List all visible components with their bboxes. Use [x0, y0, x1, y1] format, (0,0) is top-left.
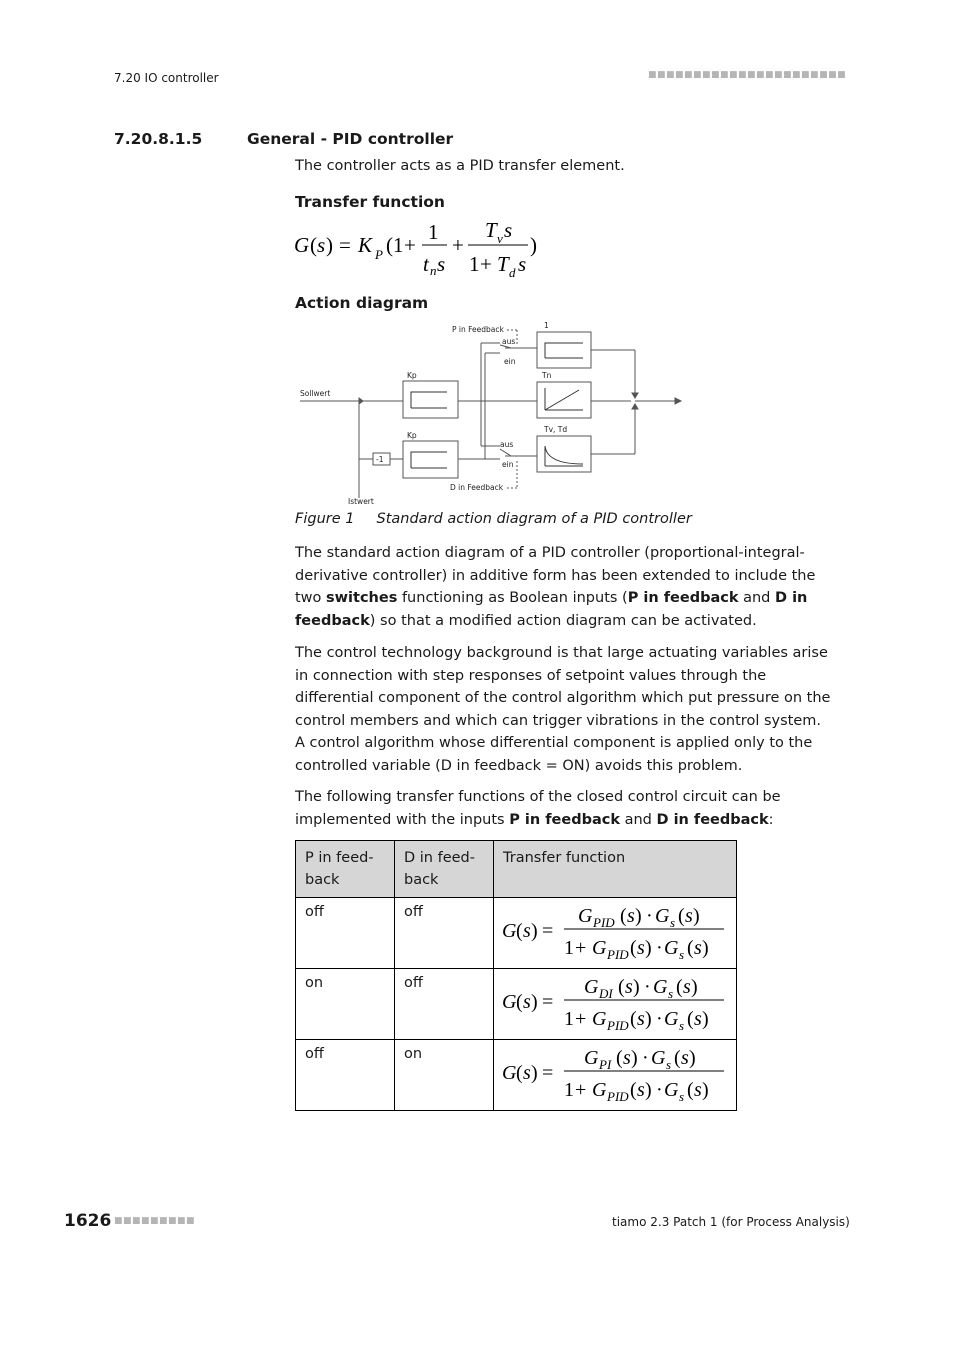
svg-text:+: + — [452, 233, 464, 257]
svg-text:(: ( — [678, 905, 685, 927]
svg-text:(: ( — [687, 937, 694, 959]
svg-text:s: s — [627, 905, 635, 927]
svg-text:): ) — [531, 1062, 538, 1084]
svg-text:1: 1 — [564, 937, 574, 959]
text-run: and — [619, 811, 657, 828]
svg-text:): ) — [633, 976, 640, 998]
svg-text:·: · — [646, 905, 653, 927]
cell-formula — [494, 898, 737, 969]
svg-text:): ) — [645, 937, 652, 959]
svg-text:G: G — [664, 1079, 679, 1101]
switch-p-aus-label: aus — [502, 337, 516, 346]
bold-run: D in feedback — [295, 590, 808, 629]
svg-text:): ) — [645, 1079, 652, 1101]
svg-text:G: G — [502, 920, 517, 942]
svg-text:s: s — [637, 1008, 645, 1030]
svg-text:): ) — [531, 920, 538, 942]
svg-text:+: + — [575, 1008, 587, 1030]
i-block-label: Tn — [542, 371, 552, 380]
svg-text:s: s — [683, 976, 691, 998]
figure-caption-text: Standard action diagram of a PID controller — [376, 511, 692, 527]
svg-text:s: s — [523, 991, 531, 1013]
closed-loop-formula — [498, 971, 730, 1033]
svg-text:(: ( — [620, 905, 627, 927]
text-run: and — [738, 590, 775, 606]
svg-text:s: s — [694, 1008, 702, 1030]
text-run: functioning as Boolean inputs ( — [397, 590, 628, 606]
d-in-feedback-label: D in Feedback — [450, 483, 504, 492]
svg-text:G: G — [592, 1008, 607, 1030]
svg-text:=: = — [542, 1062, 554, 1084]
svg-text:(: ( — [674, 1047, 681, 1069]
svg-text:s: s — [637, 937, 645, 959]
svg-text:G: G — [651, 1047, 666, 1069]
section-title: General - PID controller — [247, 130, 454, 148]
svg-text:(: ( — [516, 991, 523, 1013]
svg-text:G: G — [584, 976, 599, 998]
svg-text:s: s — [523, 920, 531, 942]
bold-run: P in feedback — [509, 811, 620, 828]
switch-d-ein-label: ein — [502, 460, 514, 469]
kp-lower-label: Kp — [407, 431, 417, 440]
svg-text:(: ( — [616, 1047, 623, 1069]
closed-loop-formula — [498, 900, 730, 962]
svg-text:G: G — [592, 937, 607, 959]
svg-text:G: G — [664, 1008, 679, 1030]
svg-text:=: = — [339, 233, 351, 257]
figure-caption — [295, 511, 692, 527]
svg-text:s: s — [681, 1047, 689, 1069]
svg-text:): ) — [702, 937, 709, 959]
cell-formula — [494, 1040, 737, 1111]
svg-text:1: 1 — [564, 1008, 574, 1030]
text-run: : — [768, 811, 774, 828]
svg-text:=: = — [542, 991, 554, 1013]
svg-text:G: G — [502, 1062, 517, 1084]
footer-product: tiamo 2.3 Patch 1 (for Process Analysis) — [612, 1215, 850, 1229]
svg-text:): ) — [645, 1008, 652, 1030]
svg-text:1: 1 — [428, 220, 439, 244]
svg-text:·: · — [656, 1008, 663, 1030]
svg-text:s: s — [637, 1079, 645, 1101]
svg-text:G: G — [653, 976, 668, 998]
kp-upper-label: Kp — [407, 371, 417, 380]
svg-text:G: G — [294, 233, 310, 257]
svg-text:): ) — [691, 976, 698, 998]
cell-d: off — [395, 898, 494, 969]
bold-run: D in feedback — [656, 811, 769, 828]
svg-text:v: v — [497, 231, 503, 246]
svg-text:·: · — [656, 937, 663, 959]
cell-d: off — [395, 969, 494, 1040]
table-row — [296, 969, 737, 1040]
text-run: ) so that a modified action diagram can be activated. — [369, 612, 757, 629]
running-header-section: 7.20 IO controller — [114, 71, 219, 85]
svg-text:s: s — [523, 1062, 531, 1084]
transfer-function-table — [295, 840, 737, 1111]
cell-formula — [494, 969, 737, 1040]
svg-text:s: s — [670, 915, 676, 930]
svg-text:): ) — [635, 905, 642, 927]
svg-text:+: + — [480, 252, 492, 276]
text-run: The following transfer functions of the closed control circuit can be implemented with the inputs — [295, 789, 781, 828]
svg-text:(: ( — [630, 937, 637, 959]
action-diagram-heading: Action diagram — [295, 294, 429, 312]
cell-d: on — [395, 1040, 494, 1111]
closed-loop-formula — [498, 1042, 730, 1104]
figure-label: Figure 1 — [295, 511, 355, 527]
svg-text:(: ( — [516, 920, 523, 942]
svg-text:K: K — [358, 233, 373, 257]
svg-text:): ) — [689, 1047, 696, 1069]
cell-p: off — [296, 898, 395, 969]
svg-text:): ) — [631, 1047, 638, 1069]
svg-text:): ) — [531, 991, 538, 1013]
svg-text:(: ( — [676, 976, 683, 998]
svg-text:): ) — [702, 1008, 709, 1030]
svg-text:s: s — [518, 252, 527, 276]
svg-text:=: = — [542, 920, 554, 942]
svg-text:(: ( — [630, 1008, 637, 1030]
svg-text:1: 1 — [564, 1079, 574, 1101]
cell-p: on — [296, 969, 395, 1040]
svg-text:+: + — [404, 233, 416, 257]
p-in-feedback-label: P in Feedback — [452, 325, 504, 334]
paragraph-switches — [295, 542, 835, 632]
sollwert-label: Sollwert — [300, 389, 331, 398]
intro-paragraph: The controller acts as a PID transfer element. — [295, 158, 625, 174]
numerator-subscript: PID — [593, 915, 615, 930]
svg-text:G: G — [664, 937, 679, 959]
cell-p: off — [296, 1040, 395, 1111]
svg-text:): ) — [326, 233, 333, 257]
page-number: 1626 — [64, 1211, 112, 1231]
table-row — [296, 1040, 737, 1111]
svg-text:n: n — [430, 263, 437, 278]
bold-run: P in feedback — [627, 590, 739, 606]
numerator-subscript: PI — [599, 1057, 612, 1072]
svg-text:·: · — [642, 1047, 649, 1069]
svg-text:+: + — [575, 1079, 587, 1101]
svg-text:s: s — [317, 233, 326, 257]
svg-text:G: G — [502, 991, 517, 1013]
svg-text:s: s — [694, 1079, 702, 1101]
svg-text:s: s — [625, 976, 633, 998]
svg-text:·: · — [644, 976, 651, 998]
svg-text:s: s — [437, 252, 446, 276]
table-row — [296, 898, 737, 969]
svg-text:s: s — [685, 905, 693, 927]
paragraph-background: The control technology background is that large actuating variables arise in connection with step responses of setpoint values through the differential component of the control algorithm which put pressure on the control members and which can trigger vibrations in the control system. A control algorithm whose differential component is applied only to the controlled variable (D in feedback = ON) avoids this problem. — [295, 645, 831, 774]
svg-text:1: 1 — [469, 252, 480, 276]
pid-action-diagram — [295, 318, 695, 510]
svg-text:s: s — [504, 218, 513, 242]
svg-text:t: t — [423, 252, 429, 276]
svg-text:): ) — [530, 233, 537, 257]
svg-text:P: P — [375, 247, 383, 262]
svg-text:s: s — [668, 986, 674, 1001]
numerator-subscript: DI — [599, 986, 613, 1001]
svg-text:s: s — [679, 1018, 685, 1033]
header-p-in-feedback: P in feed-back — [296, 841, 395, 898]
text-run: The standard action diagram of a PID controller (proportional-integral-derivative controller) in additive form has been extended to include the two — [295, 545, 816, 606]
table-header-row — [296, 841, 737, 898]
transfer-function-formula — [290, 213, 550, 279]
svg-text:G: G — [578, 905, 593, 927]
svg-text:s: s — [623, 1047, 631, 1069]
p-block-label: 1 — [544, 321, 549, 330]
svg-text:T: T — [497, 252, 509, 276]
svg-text:G: G — [584, 1047, 599, 1069]
svg-text:T: T — [485, 218, 497, 242]
svg-text:PID: PID — [607, 947, 629, 962]
svg-text:s: s — [666, 1057, 672, 1072]
footer-dots: ■■■■■■■■■ — [114, 1216, 196, 1226]
running-header-dots: ■■■■■■■■■■■■■■■■■■■■■■ — [648, 70, 847, 80]
switch-p-ein-label: ein — [504, 357, 516, 366]
svg-text:+: + — [575, 937, 587, 959]
switch-d-aus-label: aus — [500, 440, 514, 449]
svg-text:s: s — [679, 1089, 685, 1104]
svg-text:): ) — [693, 905, 700, 927]
svg-text:(: ( — [618, 976, 625, 998]
svg-text:s: s — [694, 937, 702, 959]
svg-text:(: ( — [516, 1062, 523, 1084]
svg-text:PID: PID — [607, 1089, 629, 1104]
section-number: 7.20.8.1.5 — [114, 130, 203, 148]
svg-text:(: ( — [687, 1008, 694, 1030]
istwert-label: Istwert — [348, 497, 374, 506]
svg-text:(: ( — [687, 1079, 694, 1101]
svg-text:G: G — [655, 905, 670, 927]
minus-one-label: -1 — [376, 455, 384, 464]
bold-run: switches — [326, 590, 398, 606]
header-transfer-function: Transfer function — [494, 841, 737, 898]
svg-text:·: · — [656, 1079, 663, 1101]
svg-text:(: ( — [310, 233, 317, 257]
svg-text:(1: (1 — [386, 233, 404, 257]
svg-text:G: G — [592, 1079, 607, 1101]
svg-text:PID: PID — [607, 1018, 629, 1033]
svg-text:): ) — [702, 1079, 709, 1101]
svg-text:d: d — [509, 265, 516, 279]
header-d-in-feedback: D in feed-back — [395, 841, 494, 898]
svg-text:(: ( — [630, 1079, 637, 1101]
paragraph-transfer-intro — [295, 786, 835, 831]
transfer-function-heading: Transfer function — [295, 193, 445, 211]
svg-text:s: s — [679, 947, 685, 962]
d-block-label: Tv, Td — [544, 425, 568, 434]
